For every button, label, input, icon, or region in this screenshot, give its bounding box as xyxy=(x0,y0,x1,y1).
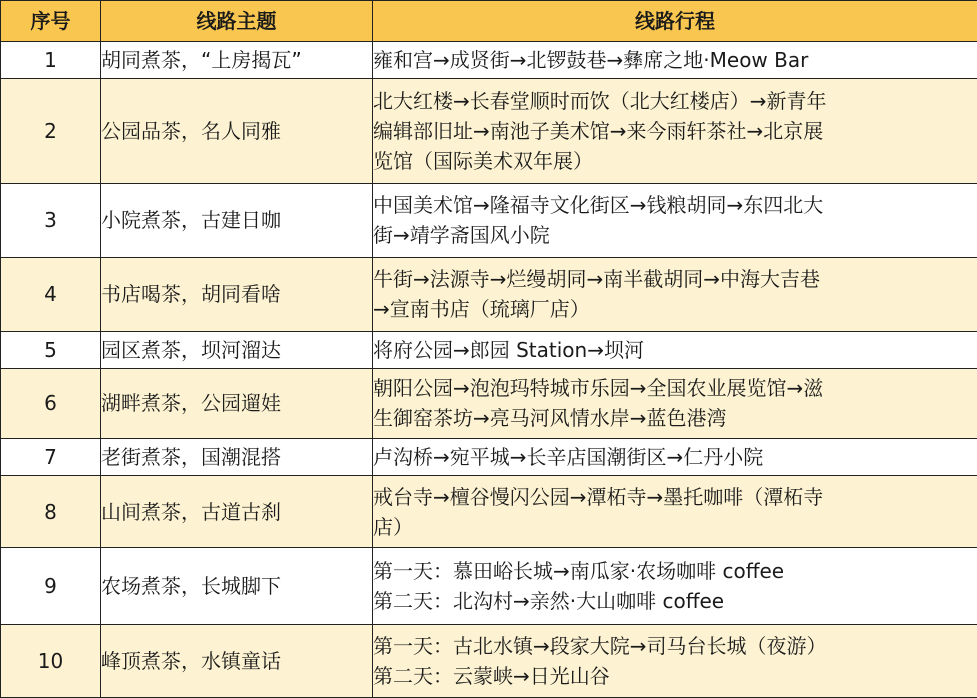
route-itinerary xyxy=(373,331,977,368)
itinerary-line: 第二天：云蒙峡→日光山谷 xyxy=(373,664,610,689)
itinerary-line: →宣南书店（琉璃厂店） xyxy=(373,297,590,322)
route-itinerary xyxy=(373,42,977,79)
row-number: 9 xyxy=(1,548,101,625)
route-theme: 园区煮茶，坝河溜达 xyxy=(101,331,373,368)
itinerary-line: 牛街→法源寺→烂缦胡同→南半截胡同→中海大吉巷 xyxy=(373,267,821,292)
row-number: 2 xyxy=(1,79,101,183)
itinerary-line: 第二天：北沟村→亲然·大山咖啡 coffee xyxy=(373,589,725,614)
table-row xyxy=(1,331,977,368)
table-row xyxy=(1,438,977,475)
route-theme: 农场煮茶，长城脚下 xyxy=(101,548,373,625)
itinerary-line: 北大红楼→长春堂顺时而饮（北大红楼店）→新青年 xyxy=(373,89,827,114)
table-row xyxy=(1,368,977,438)
itinerary-line: 将府公园→郎园 Station→坝河 xyxy=(373,337,644,362)
route-itinerary xyxy=(373,183,977,257)
itinerary-line: 览馆（国际美术双年展） xyxy=(373,149,593,174)
header-route: 线路行程 xyxy=(373,1,977,42)
row-number: 3 xyxy=(1,183,101,257)
route-theme: 湖畔煮茶，公园遛娃 xyxy=(101,368,373,438)
itinerary-line: 第一天：慕田峪长城→南瓜家·农场咖啡 coffee xyxy=(373,559,785,584)
table-row xyxy=(1,257,977,331)
route-itinerary xyxy=(373,548,977,625)
itinerary-line: 街→靖学斋国风小院 xyxy=(373,223,550,248)
row-number: 7 xyxy=(1,438,101,475)
row-number: 5 xyxy=(1,331,101,368)
row-number: 1 xyxy=(1,42,101,79)
itinerary-line: 戒台寺→檀谷慢闪公园→潭柘寺→墨托咖啡（潭柘寺 xyxy=(373,484,824,509)
route-theme: 小院煮茶，古建日咖 xyxy=(101,183,373,257)
route-theme: 胡同煮茶，“上房揭瓦” xyxy=(101,42,373,79)
route-itinerary xyxy=(373,476,977,548)
route-theme: 书店喝茶，胡同看啥 xyxy=(101,257,373,331)
header-no: 序号 xyxy=(1,1,101,42)
table-row xyxy=(1,625,977,698)
route-theme: 公园品茶，名人同雅 xyxy=(101,79,373,183)
itinerary-line: 朝阳公园→泡泡玛特城市乐园→全国农业展览馆→滋 xyxy=(373,376,824,401)
route-itinerary xyxy=(373,438,977,475)
route-itinerary xyxy=(373,625,977,698)
route-itinerary xyxy=(373,257,977,331)
header-row xyxy=(1,1,977,42)
table-row xyxy=(1,42,977,79)
itinerary-line: 中国美术馆→隆福寺文化街区→钱粮胡同→东四北大 xyxy=(373,193,824,218)
route-theme: 山间煮茶，古道古刹 xyxy=(101,476,373,548)
itinerary-line: 第一天：古北水镇→段家大院→司马台长城（夜游） xyxy=(373,634,827,659)
itinerary-line: 雍和宫→成贤街→北锣鼓巷→彝席之地·Meow Bar xyxy=(373,48,809,73)
row-number: 4 xyxy=(1,257,101,331)
itinerary-line: 卢沟桥→宛平城→长辛店国潮街区→仁丹小院 xyxy=(373,445,764,470)
row-number: 8 xyxy=(1,476,101,548)
itinerary-line: 编辑部旧址→南池子美术馆→来今雨轩茶社→北京展 xyxy=(373,119,824,144)
table-row xyxy=(1,183,977,257)
row-number: 6 xyxy=(1,368,101,438)
route-itinerary xyxy=(373,368,977,438)
itinerary-line: 生御窑茶坊→亮马河风情水岸→蓝色港湾 xyxy=(373,406,727,431)
table-row xyxy=(1,79,977,183)
itinerary-line: 店） xyxy=(373,514,413,539)
route-theme: 峰顶煮茶，水镇童话 xyxy=(101,625,373,698)
table-row xyxy=(1,548,977,625)
route-itinerary xyxy=(373,79,977,183)
table-row xyxy=(1,476,977,548)
header-theme: 线路主题 xyxy=(101,1,373,42)
route-theme: 老街煮茶，国潮混搭 xyxy=(101,438,373,475)
row-number: 10 xyxy=(1,625,101,698)
